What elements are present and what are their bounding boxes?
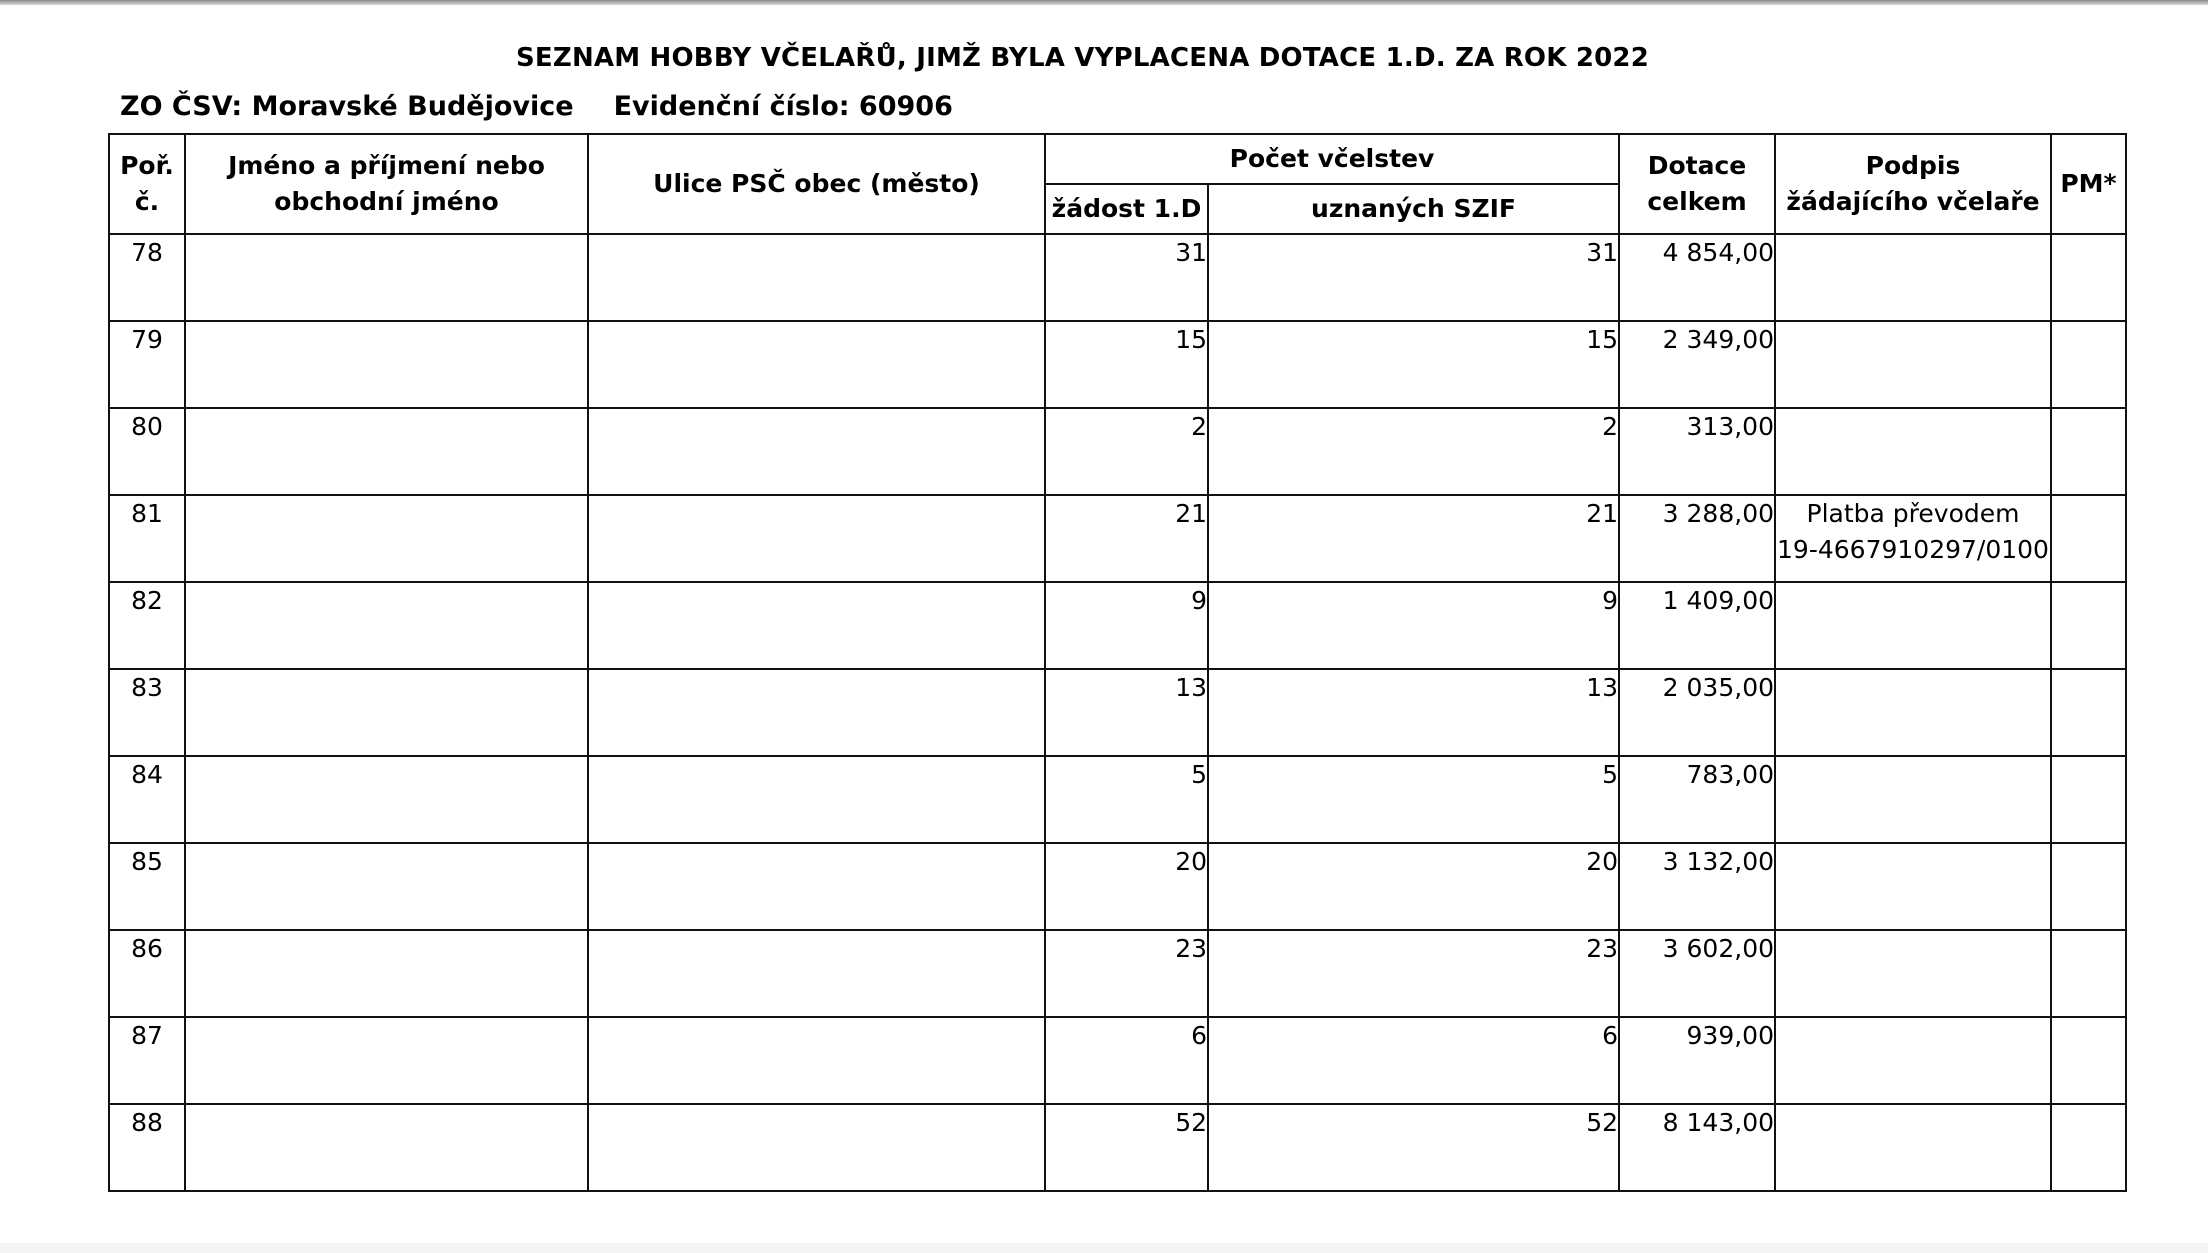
- cell-signature: [1775, 582, 2051, 669]
- cell-subsidy: 2 349,00: [1619, 321, 1775, 408]
- cell-request: 21: [1045, 495, 1208, 582]
- cell-order-number: 84: [109, 756, 185, 843]
- cell-subsidy: 939,00: [1619, 1017, 1775, 1104]
- cell-name: [185, 582, 588, 669]
- cell-address: [588, 843, 1045, 930]
- cell-request: 20: [1045, 843, 1208, 930]
- beekeepers-table: [108, 133, 2127, 1192]
- table-row: [109, 930, 2126, 1017]
- cell-pm: [2051, 495, 2126, 582]
- cell-pm: [2051, 930, 2126, 1017]
- cell-subsidy: 1 409,00: [1619, 582, 1775, 669]
- cell-approved: 5: [1208, 756, 1619, 843]
- cell-address: [588, 930, 1045, 1017]
- cell-order-number: 87: [109, 1017, 185, 1104]
- cell-address: [588, 495, 1045, 582]
- cell-pm: [2051, 408, 2126, 495]
- cell-request: 9: [1045, 582, 1208, 669]
- cell-pm: [2051, 756, 2126, 843]
- header-approved: uznaných SZIF: [1208, 184, 1619, 234]
- cell-order-number: 81: [109, 495, 185, 582]
- cell-pm: [2051, 669, 2126, 756]
- cell-order-number: 83: [109, 669, 185, 756]
- header-name-line1: Jméno a příjmení nebo: [228, 151, 545, 180]
- cell-order-number: 85: [109, 843, 185, 930]
- cell-address: [588, 669, 1045, 756]
- cell-address: [588, 321, 1045, 408]
- cell-approved: 6: [1208, 1017, 1619, 1104]
- cell-request: 31: [1045, 234, 1208, 321]
- signature-note-line1: Platba převodem: [1806, 499, 2020, 528]
- table-row: [109, 321, 2126, 408]
- header-address: Ulice PSČ obec (město): [588, 134, 1045, 234]
- cell-order-number: 78: [109, 234, 185, 321]
- cell-subsidy: 783,00: [1619, 756, 1775, 843]
- header-name: [185, 134, 588, 234]
- cell-approved: 21: [1208, 495, 1619, 582]
- table-row: [109, 1017, 2126, 1104]
- header-request: žádost 1.D: [1045, 184, 1208, 234]
- cell-signature: [1775, 234, 2051, 321]
- cell-approved: 13: [1208, 669, 1619, 756]
- table-row: [109, 843, 2126, 930]
- cell-approved: 23: [1208, 930, 1619, 1017]
- document-title: SEZNAM HOBBY VČELAŘŮ, JIMŽ BYLA VYPLACENA DOTACE 1.D. ZA ROK 2022: [516, 43, 1649, 73]
- header-subsidy: [1619, 134, 1775, 234]
- cell-name: [185, 234, 588, 321]
- cell-signature: [1775, 756, 2051, 843]
- cell-name: [185, 408, 588, 495]
- cell-order-number: 86: [109, 930, 185, 1017]
- cell-subsidy: 3 132,00: [1619, 843, 1775, 930]
- document-page: [0, 5, 2208, 1243]
- cell-signature: [1775, 669, 2051, 756]
- registration-number: Evidenční číslo: 60906: [613, 91, 953, 122]
- cell-request: 15: [1045, 321, 1208, 408]
- cell-address: [588, 756, 1045, 843]
- cell-address: [588, 234, 1045, 321]
- cell-order-number: 82: [109, 582, 185, 669]
- cell-request: 6: [1045, 1017, 1208, 1104]
- cell-approved: 2: [1208, 408, 1619, 495]
- header-signature: [1775, 134, 2051, 234]
- header-pm: PM*: [2051, 134, 2126, 234]
- cell-subsidy: 4 854,00: [1619, 234, 1775, 321]
- table-row: [109, 582, 2126, 669]
- cell-signature: [1775, 408, 2051, 495]
- cell-approved: 9: [1208, 582, 1619, 669]
- header-name-line2: obchodní jméno: [274, 187, 499, 216]
- cell-signature: [1775, 1017, 2051, 1104]
- cell-subsidy: 3 602,00: [1619, 930, 1775, 1017]
- cell-approved: 15: [1208, 321, 1619, 408]
- cell-signature: [1775, 495, 2051, 582]
- cell-address: [588, 408, 1045, 495]
- cell-request: 5: [1045, 756, 1208, 843]
- cell-pm: [2051, 234, 2126, 321]
- cell-name: [185, 756, 588, 843]
- table-row: [109, 669, 2126, 756]
- cell-name: [185, 1017, 588, 1104]
- cell-name: [185, 321, 588, 408]
- cell-request: 2: [1045, 408, 1208, 495]
- document-subheading: [120, 91, 953, 122]
- cell-name: [185, 930, 588, 1017]
- cell-approved: 31: [1208, 234, 1619, 321]
- cell-pm: [2051, 1017, 2126, 1104]
- cell-name: [185, 669, 588, 756]
- table-row: [109, 234, 2126, 321]
- cell-approved: 20: [1208, 843, 1619, 930]
- cell-signature: [1775, 1104, 2051, 1191]
- header-subsidy-line2: celkem: [1647, 187, 1747, 216]
- cell-address: [588, 1017, 1045, 1104]
- cell-pm: [2051, 1104, 2126, 1191]
- cell-request: 13: [1045, 669, 1208, 756]
- cell-pm: [2051, 582, 2126, 669]
- table-row: [109, 495, 2126, 582]
- cell-order-number: 88: [109, 1104, 185, 1191]
- cell-address: [588, 1104, 1045, 1191]
- organization-label: ZO ČSV: Moravské Budějovice: [120, 91, 574, 122]
- cell-signature: [1775, 930, 2051, 1017]
- cell-request: 23: [1045, 930, 1208, 1017]
- cell-name: [185, 1104, 588, 1191]
- header-signature-line2: žádajícího včelaře: [1786, 187, 2040, 216]
- cell-subsidy: 8 143,00: [1619, 1104, 1775, 1191]
- table-row: [109, 408, 2126, 495]
- cell-signature: [1775, 843, 2051, 930]
- table-row: [109, 1104, 2126, 1191]
- cell-order-number: 80: [109, 408, 185, 495]
- signature-note-line2: 19-4667910297/0100: [1777, 535, 2049, 564]
- cell-order-number: 79: [109, 321, 185, 408]
- header-order-number-line1: Poř.: [120, 151, 174, 180]
- cell-signature: [1775, 321, 2051, 408]
- cell-subsidy: 313,00: [1619, 408, 1775, 495]
- header-colonies-group: Počet včelstev: [1045, 134, 1619, 184]
- cell-name: [185, 495, 588, 582]
- cell-subsidy: 3 288,00: [1619, 495, 1775, 582]
- header-signature-line1: Podpis: [1865, 151, 1961, 180]
- cell-name: [185, 843, 588, 930]
- cell-pm: [2051, 843, 2126, 930]
- table-row: [109, 756, 2126, 843]
- cell-pm: [2051, 321, 2126, 408]
- cell-address: [588, 582, 1045, 669]
- header-subsidy-line1: Dotace: [1647, 151, 1747, 180]
- header-order-number: [109, 134, 185, 234]
- header-order-number-line2: č.: [134, 187, 160, 216]
- cell-request: 52: [1045, 1104, 1208, 1191]
- cell-subsidy: 2 035,00: [1619, 669, 1775, 756]
- cell-approved: 52: [1208, 1104, 1619, 1191]
